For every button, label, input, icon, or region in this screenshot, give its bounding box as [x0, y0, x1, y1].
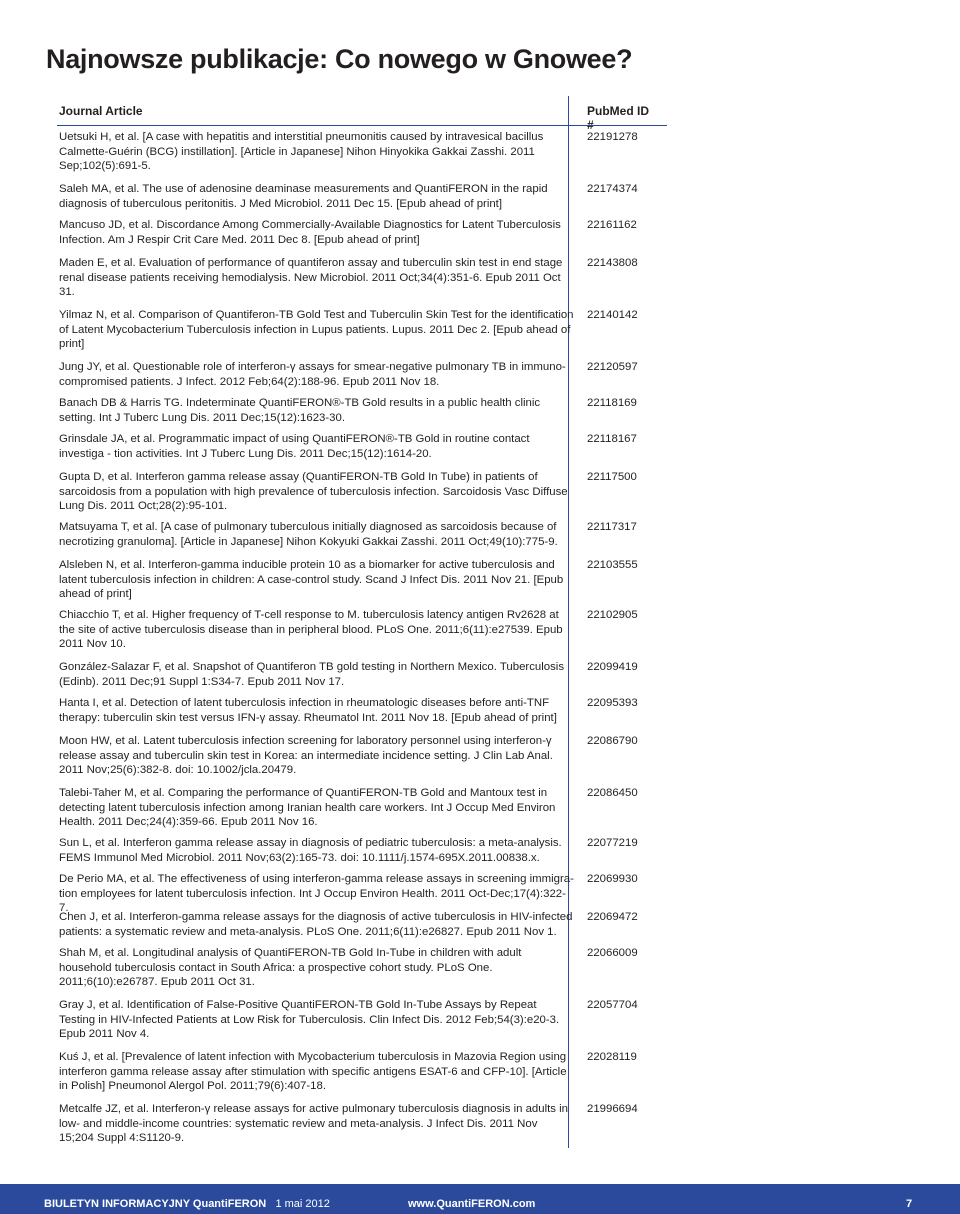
citation-text: Saleh MA, et al. The use of adenosine deaminase measurements and QuantiFERON in the rapid diagnosis of tuberculous peritonitis. J Med Microbiol. 2011 Dec 15. [Epub ahead of print]: [59, 183, 548, 210]
citation-text: Kuś J, et al. [Prevalence of latent infection with Mycobacterium tuberculosis in Mazovia Region using interferon gamma release assay after stimulation with specific antigens ESAT-6 and CFP-10]. [Article in Polish] Pneumonol Alergol Pol. 2011;79(6):407-18.: [59, 1051, 567, 1093]
citation-text: Jung JY, et al. Questionable role of interferon-γ assays for smear-negative pulmonary TB in immuno-compromised patients. J Infect. 2012 Feb;64(2):188-96. Epub 2011 Nov 18.: [59, 361, 566, 388]
pubmed-id: 22161162: [587, 219, 637, 231]
pubmed-id: 21996694: [587, 1103, 638, 1115]
citation-text: Gupta D, et al. Interferon gamma release assay (QuantiFERON-TB Gold In Tube) in patients of sarcoidosis from a population with high prevalence of tuberculosis infection. Sarcoidosis Vasc Diffuse Lung Dis. 2011 Oct;28(2):95-101.: [59, 471, 568, 513]
citation-text: Hanta I, et al. Detection of latent tuberculosis infection in rheumatologic diseases before anti-TNF therapy: tuberculin skin test versus IFN-γ assay. Rheumatol Int. 2011 Nov 18. [Epub ahead of print]: [59, 697, 557, 724]
footer-publication: [44, 1198, 330, 1210]
citation-text: Chiacchio T, et al. Higher frequency of T-cell response to M. tuberculosis latency antigen Rv2628 at the site of active tuberculosis disease than in peripheral blood. PLoS One. 2011;6(11):e27539. Epub 2011 Nov 10.: [59, 609, 563, 651]
table-row: [59, 218, 637, 247]
pubmed-id: 22086790: [587, 735, 638, 747]
pubmed-id: 22118167: [587, 433, 637, 445]
citation-text: Grinsdale JA, et al. Programmatic impact of using QuantiFERON®-TB Gold in routine contact investiga - tion activities. Int J Tuberc Lung Dis. 2011 Dec;15(12):1614-20.: [59, 433, 530, 460]
column-header-journal-article: Journal Article: [59, 104, 143, 118]
citation-text: Uetsuki H, et al. [A case with hepatitis and interstitial pneumonitis caused by intravesical bacillus Calmette-Guérin (BCG) instillation]. [Article in Japanese] Nihon Hinyokika Gakkai Zasshi. 2011 Sep;102(5):691-5.: [59, 131, 544, 173]
table-row: [59, 396, 637, 425]
footer-date: 1 mai 2012: [275, 1198, 330, 1210]
citation-text: Yilmaz N, et al. Comparison of Quantiferon-TB Gold Test and Tuberculin Skin Test for the identification of Latent Mycobacterium Tuberculosis infection in Lupus patients. Lupus. 2011 Dec 2. [Epub ahead of print]: [59, 309, 574, 351]
pubmed-id: 22191278: [587, 131, 638, 143]
citation-text: Gray J, et al. Identification of False-Positive QuantiFERON-TB Gold In-Tube Assays by Repeat Testing in HIV-Infected Patients at Low Risk for Tuberculosis. Clin Infect Dis. 2012 Feb;54(3):e20-3. Epub 2011 Nov 4.: [59, 999, 560, 1041]
table-row: [59, 520, 637, 549]
citation-text: Metcalfe JZ, et al. Interferon-γ release assays for active pulmonary tuberculosis diagnosis in adults in low- and middle-income countries: systematic review and meta-analysis. J Infect Dis. 2011 Nov 15;204 Suppl 4:S1120-9.: [59, 1103, 569, 1145]
pubmed-id: 22066009: [587, 947, 638, 959]
citation-text: Maden E, et al. Evaluation of performance of quantiferon assay and tuberculin skin test in end stage renal disease patients receiving hemodialysis. New Microbiol. 2011 Oct;34(4):351-6. Epub 2011 Oct 31.: [59, 257, 563, 299]
table-row: [59, 910, 638, 939]
table-row: [59, 998, 638, 1042]
pubmed-id: 22118169: [587, 397, 637, 409]
pubmed-id: 22028119: [587, 1051, 637, 1063]
pubmed-id: 22103555: [587, 559, 638, 571]
pubmed-id: 22174374: [587, 183, 638, 195]
table-row: [59, 130, 638, 174]
citation-text: Matsuyama T, et al. [A case of pulmonary tuberculous initially diagnosed as sarcoidosis because of necrotizing granuloma]. [Article in Japanese] Nihon Kokyuki Gakkai Zasshi. 2011 Oct;49(10):775-9.: [59, 521, 558, 548]
table-header: [59, 104, 655, 124]
footer-website-link[interactable]: www.QuantiFERON.com: [408, 1198, 536, 1210]
pubmed-id: 22077219: [587, 837, 638, 849]
footer-publication-title: BIULETYN INFORMACYJNY QuantiFERON: [44, 1198, 267, 1210]
table-row: [59, 308, 638, 352]
header-divider: [57, 125, 667, 126]
table-row: [59, 786, 638, 830]
pubmed-id: 22117500: [587, 471, 637, 483]
table-row: [59, 660, 638, 689]
table-row: [59, 470, 637, 514]
citation-text: Talebi-Taher M, et al. Comparing the performance of QuantiFERON-TB Gold and Mantoux test in detecting latent tuberculosis infection among Iranian health care workers. Int J Occup Med Environ Health. 2011 Dec;24(4):359-66. Epub 2011 Nov 16.: [59, 787, 556, 829]
pubmed-id: 22086450: [587, 787, 638, 799]
table-row: [59, 1102, 638, 1146]
column-header-pubmed-id: PubMed ID: [587, 104, 649, 118]
pubmed-id: 22102905: [587, 609, 638, 621]
citation-text: Shah M, et al. Longitudinal analysis of QuantiFERON-TB Gold In-Tube in children with adult household tuberculosis contact in South Africa: a prospective cohort study. PLoS One. 2011;6(10):e26787. Epub 2011 Oct 31.: [59, 947, 522, 989]
pubmed-id: 22143808: [587, 257, 638, 269]
table-row: [59, 836, 638, 865]
pubmed-id: 22095393: [587, 697, 638, 709]
table-row: [59, 734, 638, 778]
table-row: [59, 182, 638, 211]
pubmed-id: 22069472: [587, 911, 638, 923]
citation-text: De Perio MA, et al. The effectiveness of using interferon-gamma release assays in screening immigra-tion employees for latent tuberculosis infection. Int J Occup Environ Health. 2011 Oct-Dec;17(4):322-7.: [59, 873, 574, 915]
pubmed-id: 22140142: [587, 309, 638, 321]
citation-text: González-Salazar F, et al. Snapshot of Quantiferon TB gold testing in Northern Mexico. Tuberculosis (Edinb). 2011 Dec;91 Suppl 1:S34-7. Epub 2011 Nov 17.: [59, 661, 565, 688]
citation-text: Banach DB & Harris TG. Indeterminate QuantiFERON®-TB Gold results in a public health clinic setting. Int J Tuberc Lung Dis. 2011 Dec;15(12):1623-30.: [59, 397, 541, 424]
pubmed-id: 22057704: [587, 999, 638, 1011]
pubmed-id: 22120597: [587, 361, 638, 373]
citation-text: Sun L, et al. Interferon gamma release assay in diagnosis of pediatric tuberculosis: a meta-analysis. FEMS Immunol Med Microbiol. 2011 Nov;63(2):165-73. doi: 10.1111/j.1574-695X.2011.00838.x.: [59, 837, 562, 864]
table-row: [59, 608, 638, 652]
table-row: [59, 558, 638, 602]
pubmed-id: 22069930: [587, 873, 638, 885]
table-row: [59, 1050, 637, 1094]
page-number: 7: [906, 1198, 913, 1210]
table-row: [59, 696, 638, 725]
pubmed-id: 22099419: [587, 661, 638, 673]
table-row: [59, 256, 638, 300]
table-row: [59, 946, 638, 990]
page-title: Najnowsze publikacje: Co nowego w Gnowee?: [46, 44, 633, 74]
citation-text: Moon HW, et al. Latent tuberculosis infection screening for laboratory personnel using interferon-γ release assay and tuberculin skin test in Korea: an intermediate incidence setting. J Clin Lab Anal. 2011 Nov;25(6):382-8. doi: 10.1002/jcla.20479.: [59, 735, 553, 777]
pubmed-id: 22117317: [587, 521, 637, 533]
table-row: [59, 360, 638, 389]
table-row: [59, 432, 637, 461]
citation-text: Chen J, et al. Interferon-gamma release assays for the diagnosis of active tuberculosis in HIV-infected patients: a systematic review and meta-analysis. PLoS One. 2011;6(11):e26827. Epub 2011 Nov 1.: [59, 911, 573, 938]
citation-text: Mancuso JD, et al. Discordance Among Commercially-Available Diagnostics for Latent Tuberculosis Infection. Am J Respir Crit Care Med. 2011 Dec 8. [Epub ahead of print]: [59, 219, 561, 246]
citation-text: Alsleben N, et al. Interferon-gamma inducible protein 10 as a biomarker for active tuberculosis and latent tuberculosis infection in children: A case-control study. Scand J Infect Dis. 2011 Nov 21. [Epub ahead of print]: [59, 559, 564, 601]
